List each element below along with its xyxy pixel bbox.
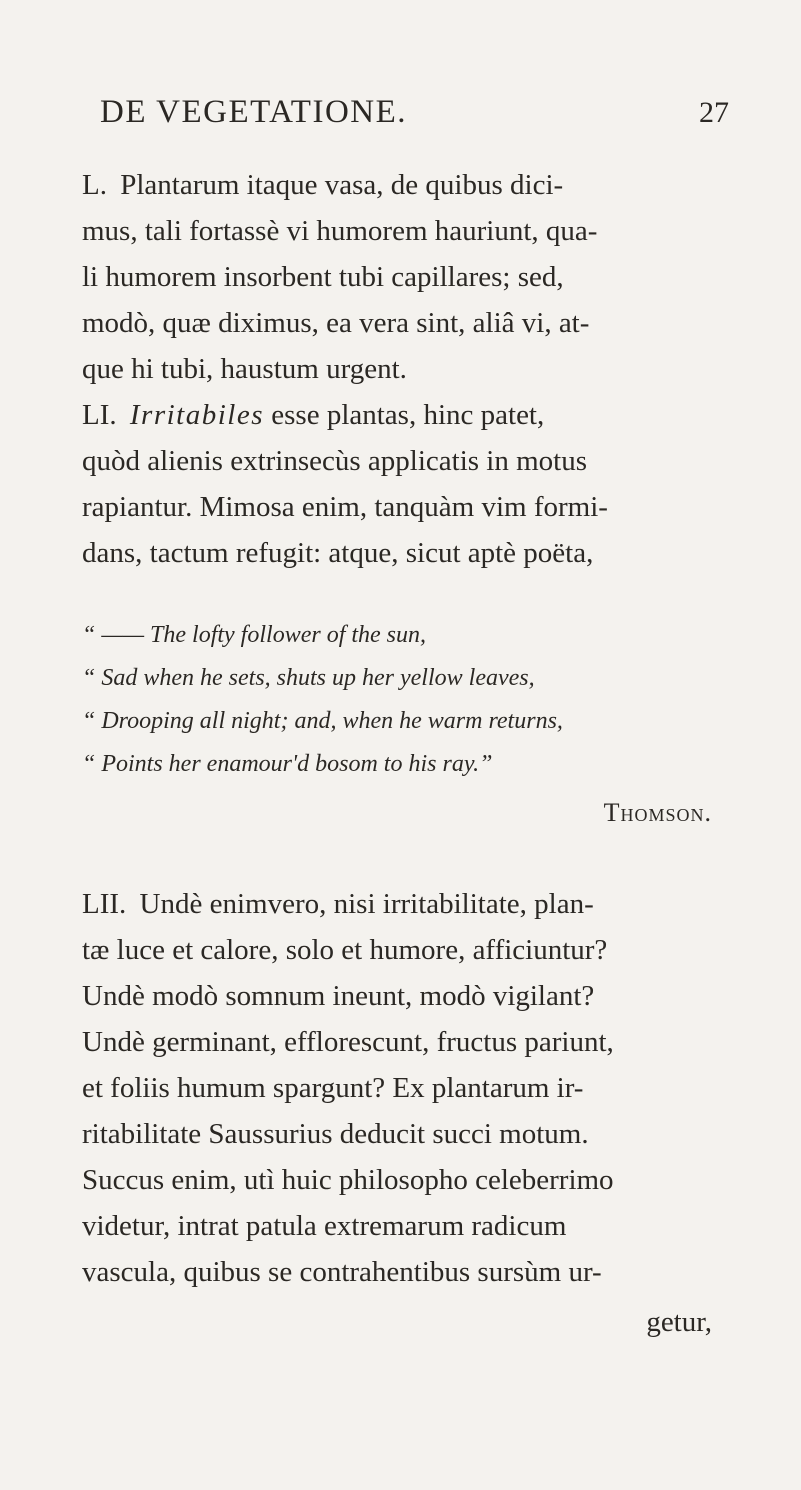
text-line <box>82 881 762 927</box>
quote-attribution: Thomson. <box>603 798 712 827</box>
paragraph-lii <box>82 881 762 1295</box>
text-line: Undè germinant, efflorescunt, fructus pariunt, <box>82 1026 614 1058</box>
text-line <box>82 162 762 208</box>
verse-line: “ Drooping all night; and, when he warm returns, <box>82 708 563 734</box>
text-line: que hi tubi, haustum urgent. <box>82 353 407 385</box>
page-header <box>100 94 741 144</box>
text-line: dans, tactum refugit: atque, sicut aptè poëta, <box>82 537 594 569</box>
paragraph-l <box>82 162 762 392</box>
italic-term: Irritabiles <box>129 399 264 431</box>
text-line: quòd alienis extrinsecùs applicatis in motus <box>82 445 587 477</box>
line-text: esse plantas, hinc patet, <box>271 399 545 431</box>
text-line: et foliis humum spargunt? Ex plantarum ir- <box>82 1072 584 1104</box>
line-text: Plantarum itaque vasa, de quibus dici- <box>120 169 564 201</box>
text-line: ritabilitate Saussurius deducit succi motum. <box>82 1118 589 1150</box>
paragraph-number: LI. <box>82 399 117 431</box>
text-line <box>82 392 762 438</box>
catchword: getur, <box>646 1306 712 1338</box>
line-text: Undè enimvero, nisi irritabilitate, plan- <box>139 888 594 920</box>
text-line: Succus enim, utì huic philosopho celeberrimo <box>82 1164 614 1196</box>
text-line: mus, tali fortassè vi humorem hauriunt, qua- <box>82 215 598 247</box>
text-line: li humorem insorbent tubi capillares; sed, <box>82 261 564 293</box>
paragraph-li <box>82 392 762 576</box>
text-line: Undè modò somnum ineunt, modò vigilant? <box>82 980 595 1012</box>
text-line: rapiantur. Mimosa enim, tanquàm vim formi- <box>82 491 608 523</box>
verse-line: “ Sad when he sets, shuts up her yellow leaves, <box>82 665 535 691</box>
running-head: DE VEGETATIONE. <box>100 94 408 130</box>
page-body <box>82 162 762 1345</box>
verse-line: “ —— The lofty follower of the sun, <box>82 622 427 648</box>
text-line: tæ luce et calore, solo et humore, afficiuntur? <box>82 934 608 966</box>
text-line: modò, quæ diximus, ea vera sint, aliâ vi, at- <box>82 307 590 339</box>
page-number: 27 <box>699 96 729 129</box>
paragraph-number: L. <box>82 169 107 201</box>
paragraph-number: LII. <box>82 888 127 920</box>
verse-line: “ Points her enamour'd bosom to his ray.” <box>82 751 493 777</box>
text-line: vascula, quibus se contrahentibus sursùm ur- <box>82 1256 602 1288</box>
text-line: videtur, intrat patula extremarum radicum <box>82 1210 567 1242</box>
verse-quotation <box>82 614 762 786</box>
